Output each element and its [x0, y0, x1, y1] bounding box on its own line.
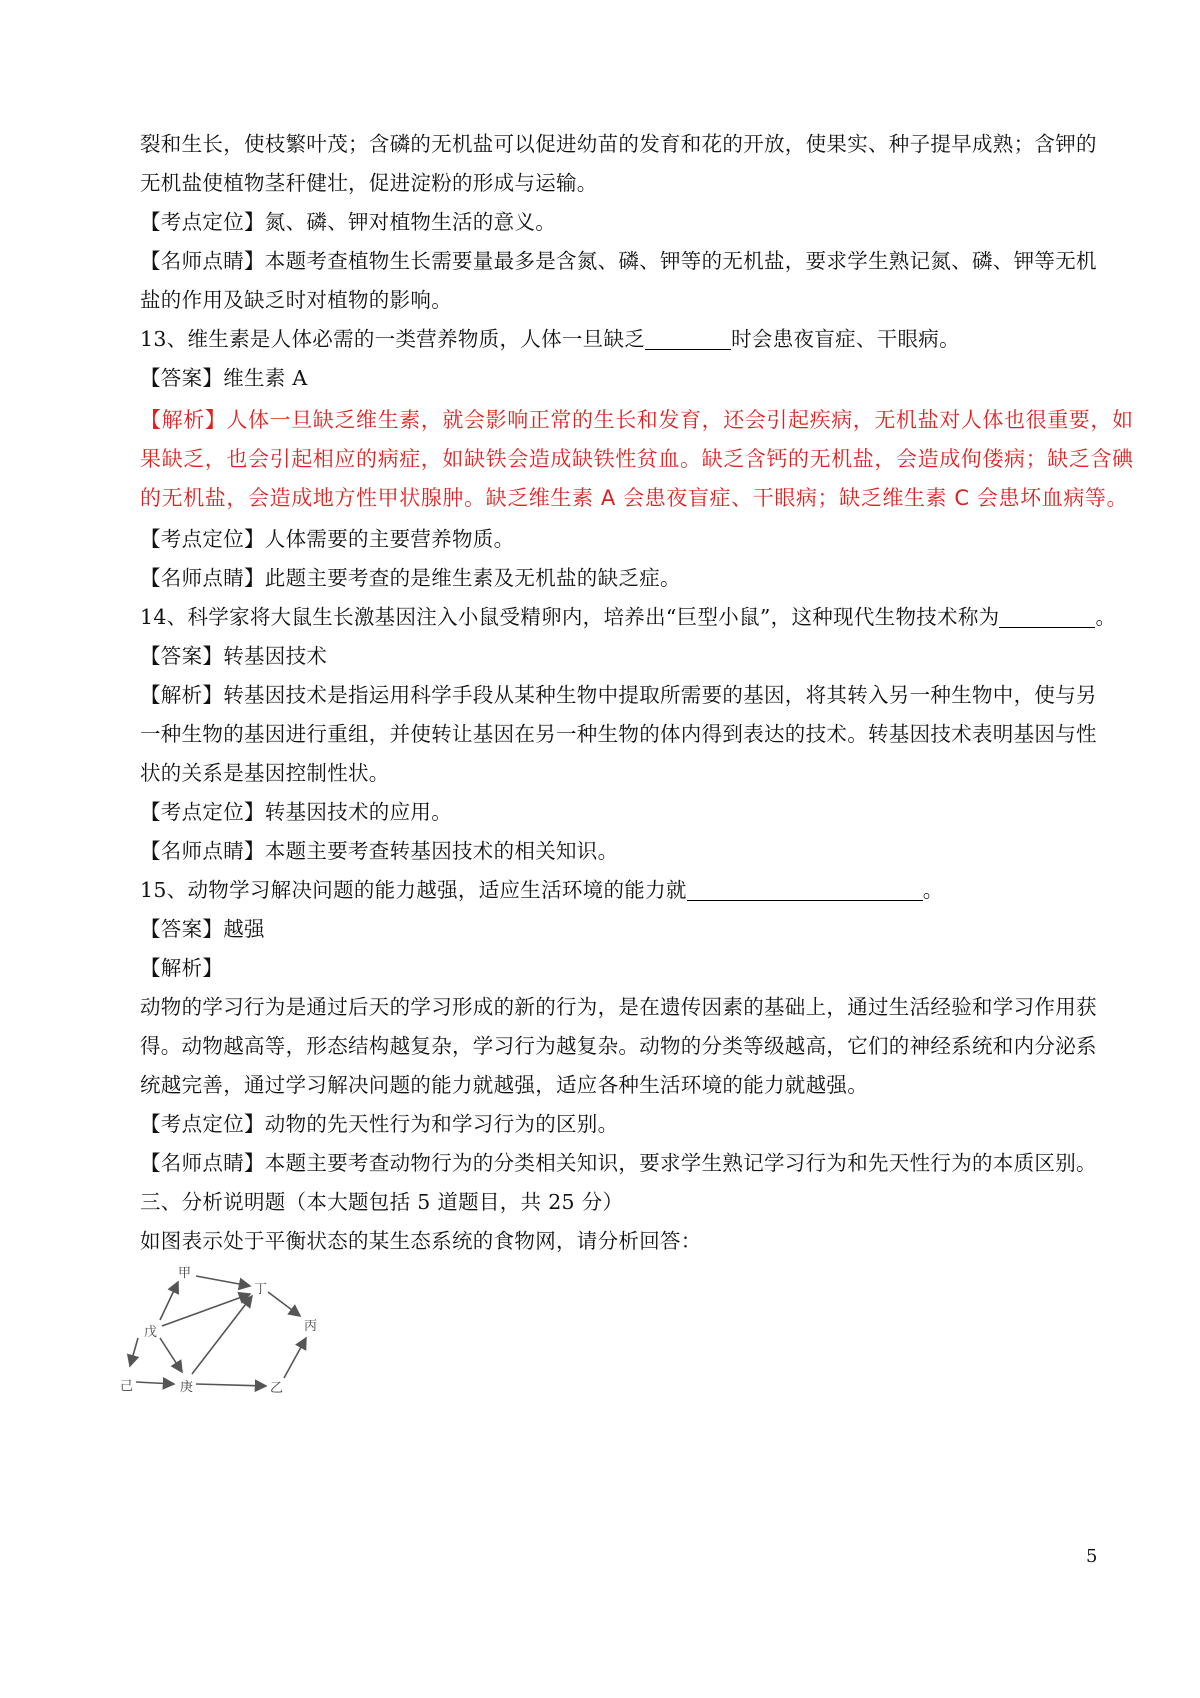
section-heading: 三、分析说明题（本大题包括 5 道题目，共 25 分）	[140, 1190, 624, 1214]
answer-blank	[687, 876, 923, 901]
exam-point-line: 【考点定位】人体需要的主要营养物质。	[140, 527, 515, 551]
answer-line: 【答案】维生素 A	[140, 366, 308, 390]
node-yi: 乙	[270, 1381, 284, 1396]
node-geng: 庚	[180, 1380, 194, 1395]
analysis-line-red: 果缺乏，也会引起相应的病症，如缺铁会造成缺铁性贫血。缺乏含钙的无机盐，会造成佝偻病；缺乏含碘	[140, 447, 1134, 471]
question-15-text: 15、动物学习解决问题的能力越强，适应生活环境的能力就	[140, 878, 687, 902]
node-bing: 丙	[304, 1319, 318, 1334]
answer-line: 【答案】越强	[140, 917, 265, 941]
analysis-line: 【解析】转基因技术是指运用科学手段从某种生物中提取所需要的基因，将其转入另一种生物中，使与另	[140, 683, 1097, 707]
answer-line: 【答案】转基因技术	[140, 644, 328, 668]
exam-point-line: 【考点定位】转基因技术的应用。	[140, 800, 452, 824]
node-jia: 甲	[178, 1266, 192, 1281]
teacher-tip-line: 【名师点睛】本题主要考查动物行为的分类相关知识，要求学生熟记学习行为和先天性行为的本质区别。	[140, 1151, 1097, 1175]
node-ding: 丁	[254, 1282, 268, 1297]
teacher-tip-line: 【名师点睛】本题主要考查转基因技术的相关知识。	[140, 839, 619, 863]
arrow-ji-geng	[136, 1382, 174, 1384]
analysis-line-red: 【解析】人体一旦缺乏维生素，就会影响正常的生长和发育，还会引起疾病，无机盐对人体也很重要，如	[140, 408, 1134, 432]
exam-point-line: 【考点定位】氮、磷、钾对植物生活的意义。	[140, 210, 556, 234]
analysis-line: 得。动物越高等，形态结构越复杂，学习行为越复杂。动物的分类等级越高，它们的神经系统和内分泌系	[140, 1034, 1097, 1058]
answer-blank	[645, 325, 731, 350]
analysis-line: 一种生物的基因进行重组，并使转让基因在另一种生物的体内得到表达的技术。转基因技术表明基因与性	[140, 722, 1097, 746]
paragraph-line: 无机盐使植物茎秆健壮，促进淀粉的形成与运输。	[140, 171, 598, 195]
arrow-wu-jia	[160, 1282, 178, 1320]
arrow-yi-bing	[284, 1338, 306, 1378]
analysis-line: 统越完善，通过学习解决问题的能力就越强，适应各种生活环境的能力就越强。	[140, 1073, 868, 1097]
analysis-line-red: 的无机盐，会造成地方性甲状腺肿。缺乏维生素 A 会患夜盲症、干眼病；缺乏维生素 C 会患坏血病等。	[140, 486, 1129, 510]
question-15	[140, 870, 1100, 910]
answer-blank	[999, 603, 1095, 628]
question-14-text-end: 。	[1095, 605, 1117, 629]
arrow-wu-ji	[130, 1338, 138, 1366]
food-web-diagram	[120, 1258, 320, 1408]
arrow-jia-ding	[196, 1276, 250, 1286]
teacher-tip-line: 【名师点睛】此题主要考查的是维生素及无机盐的缺乏症。	[140, 566, 681, 590]
question-14	[140, 597, 1117, 637]
arrow-wu-geng	[160, 1338, 182, 1372]
node-wu: 戊	[144, 1325, 158, 1340]
arrow-geng-yi	[196, 1384, 266, 1386]
question-13-text-end: 时会患夜盲症、干眼病。	[731, 327, 960, 351]
paragraph-line: 裂和生长，使枝繁叶茂；含磷的无机盐可以促进幼苗的发育和花的开放，使果实、种子提早成熟；含钾的	[140, 132, 1097, 156]
exam-point-line: 【考点定位】动物的先天性行为和学习行为的区别。	[140, 1112, 619, 1136]
arrow-ding-bing	[268, 1292, 300, 1316]
analysis-line: 状的关系是基因控制性状。	[140, 761, 390, 785]
question-15-text-end: 。	[922, 878, 944, 902]
analysis-heading: 【解析】	[140, 956, 224, 980]
intro-line: 如图表示处于平衡状态的某生态系统的食物网，请分析回答：	[140, 1229, 702, 1253]
paragraph-line: 盐的作用及缺乏时对植物的影响。	[140, 288, 452, 312]
node-ji: 己	[120, 1379, 134, 1394]
question-13	[140, 319, 1100, 359]
page-number: 5	[1086, 1546, 1098, 1567]
analysis-line: 动物的学习行为是通过后天的学习形成的新的行为，是在遗传因素的基础上，通过生活经验和学习作用获	[140, 995, 1097, 1019]
question-13-text: 13、维生素是人体必需的一类营养物质，人体一旦缺乏	[140, 327, 646, 351]
arrow-wu-ding	[162, 1294, 250, 1326]
arrow-geng-ding	[192, 1296, 252, 1374]
question-14-text: 14、科学家将大鼠生长激基因注入小鼠受精卵内，培养出“巨型小鼠”，这种现代生物技术称为	[140, 605, 1000, 629]
teacher-tip-line: 【名师点睛】本题考查植物生长需要量最多是含氮、磷、钾等的无机盐，要求学生熟记氮、磷、钾等无机	[140, 249, 1097, 273]
